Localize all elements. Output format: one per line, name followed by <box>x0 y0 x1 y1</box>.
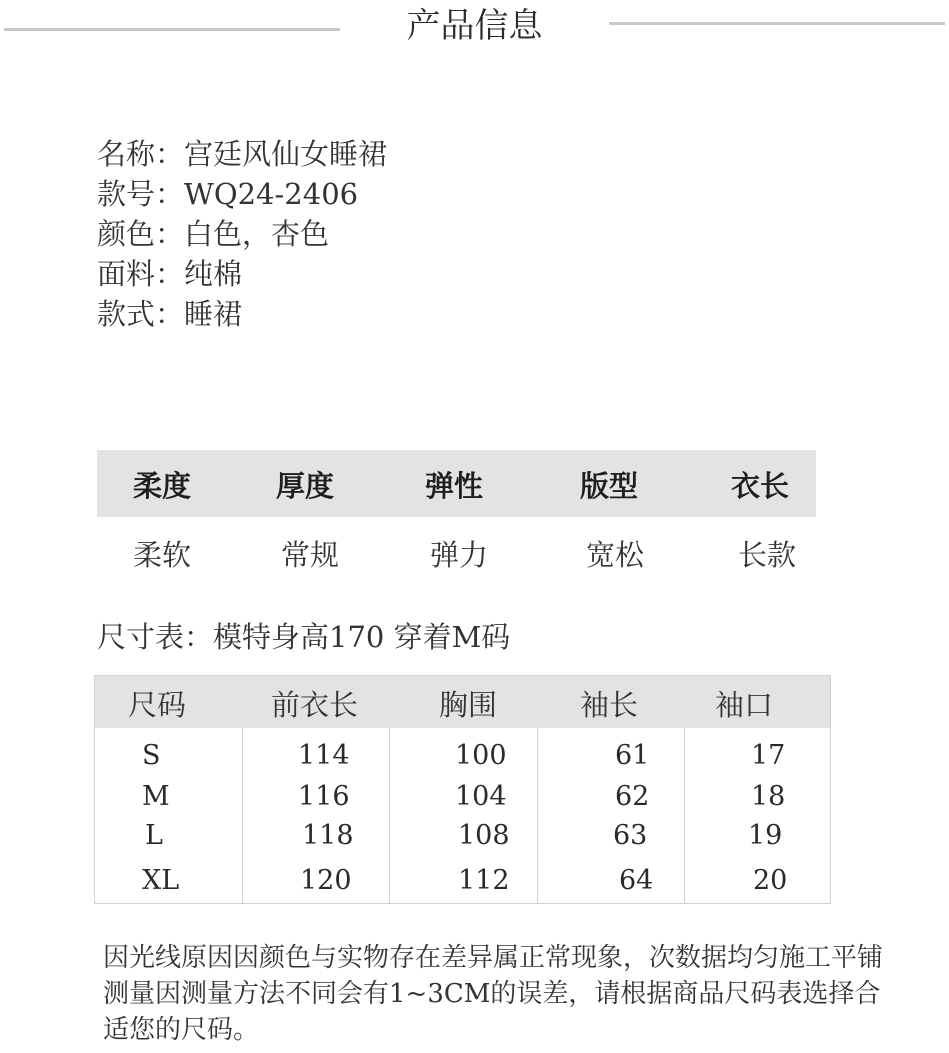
attribute-value-row <box>97 517 816 587</box>
info-row-fabric <box>97 254 387 294</box>
size-cell: M <box>142 781 170 812</box>
attribute-header: 厚度 <box>275 469 334 503</box>
size-cell: 62 <box>615 781 650 812</box>
size-cell: 18 <box>751 781 786 812</box>
size-header: 尺码 <box>128 688 187 722</box>
info-value: 白色，杏色 <box>184 217 330 251</box>
attribute-value: 弹力 <box>429 538 488 572</box>
column-divider <box>684 728 685 903</box>
attribute-header-row <box>97 450 816 517</box>
info-value: 纯棉 <box>184 257 243 291</box>
column-divider <box>242 728 243 903</box>
info-label: 面料： <box>97 257 185 291</box>
attribute-value: 宽松 <box>585 538 644 572</box>
size-header: 袖长 <box>580 688 639 722</box>
info-value: 宫廷风仙女睡裙 <box>184 137 388 171</box>
size-header: 胸围 <box>439 688 498 722</box>
attribute-header: 衣长 <box>730 469 789 503</box>
size-cell: 118 <box>302 820 354 851</box>
page-title: 产品信息 <box>406 6 543 46</box>
size-cell: 100 <box>455 740 507 771</box>
size-cell: XL <box>142 865 180 896</box>
size-cell: 19 <box>748 820 783 851</box>
size-table-caption: 尺寸表：模特身高170 穿着M码 <box>97 620 511 654</box>
size-cell: 114 <box>298 740 350 771</box>
attribute-table <box>97 450 816 587</box>
product-info <box>97 134 387 334</box>
size-header: 袖口 <box>715 688 774 722</box>
disclaimer-note: 因光线原因因颜色与实物存在差异属正常现象，次数据均匀施工平铺测量因测量方法不同会有1~3CM的误差，请根据商品尺码表选择合适您的尺码。 <box>103 943 884 1045</box>
size-header: 前衣长 <box>271 688 359 722</box>
info-label: 颜色： <box>97 217 185 251</box>
size-cell: 104 <box>455 781 507 812</box>
size-cell: 116 <box>298 781 350 812</box>
size-header-row <box>95 676 830 728</box>
attribute-header: 柔度 <box>132 469 191 503</box>
size-cell: 120 <box>300 865 352 896</box>
size-cell: 17 <box>751 740 786 771</box>
size-cell: L <box>145 820 163 851</box>
size-cell: 108 <box>458 820 510 851</box>
info-label: 名称： <box>97 137 185 171</box>
info-row-type <box>97 294 387 334</box>
size-cell: 63 <box>613 820 648 851</box>
size-cell: 20 <box>753 865 788 896</box>
column-divider <box>537 728 538 903</box>
attribute-value: 长款 <box>737 538 796 572</box>
info-label: 款式： <box>97 297 185 331</box>
info-row-color <box>97 214 387 254</box>
info-row-style-number <box>97 174 387 214</box>
info-value: WQ24-2406 <box>184 177 359 211</box>
attribute-value: 常规 <box>280 538 339 572</box>
info-row-name <box>97 134 387 174</box>
info-label: 款号： <box>97 177 185 211</box>
attribute-header: 版型 <box>579 469 638 503</box>
column-divider <box>389 728 390 903</box>
size-table <box>94 675 831 904</box>
attribute-value: 柔软 <box>132 538 191 572</box>
attribute-header: 弹性 <box>424 469 483 503</box>
info-value: 睡裙 <box>184 297 243 331</box>
size-cell: 64 <box>619 865 654 896</box>
size-cell: 112 <box>458 865 510 896</box>
size-cell: 61 <box>615 740 650 771</box>
size-cell: S <box>142 740 161 771</box>
